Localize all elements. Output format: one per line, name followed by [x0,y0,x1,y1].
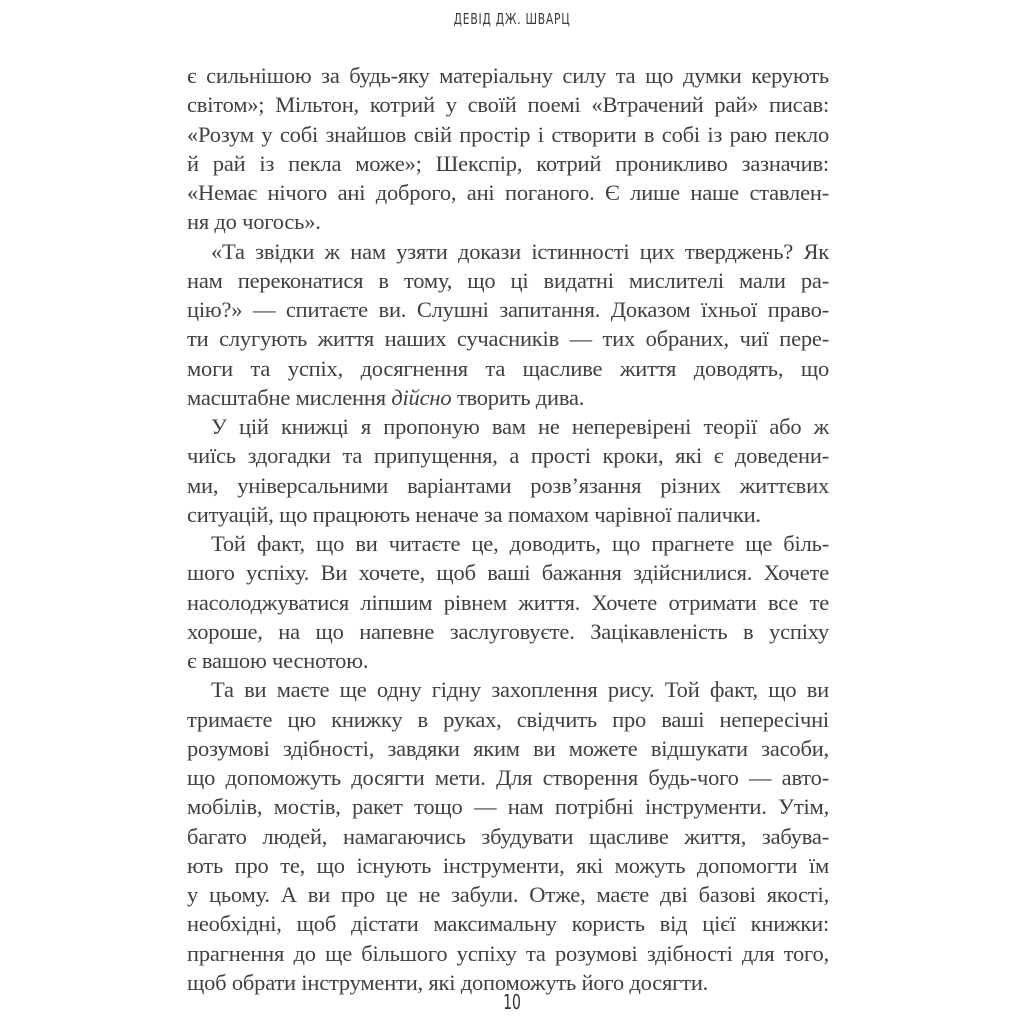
text-line: є вашою чеснотою. [187,648,369,673]
body-text [187,61,829,997]
text-line: ми, універсальними варіантами розв’язання різних життєвих [187,472,829,498]
text-line: щоб обрати інструменти, які допоможуть його досягти. [187,969,709,995]
text-line: є сильнішою за будь-яку матеріальну силу та що думки керують [187,63,829,88]
text-line: У цій книжці я пропоную вам не неперевірені теорії або ж [211,414,829,439]
text-line: цію?» — спитаєте ви. Слушні запитання. Доказом їхньої право- [187,297,829,322]
text-line: «Та звідки ж нам узяти докази істинності цих тверджень? Як [211,238,829,264]
paragraph [187,529,829,675]
text-line: прагнення до ще більшого успіху та розумові здібності для того, [187,940,829,966]
paragraph [187,237,829,413]
text-line: «Розум у собі знайшов свій простір і створити в собі із раю пекло [187,121,829,147]
text-line: багато людей, намагаючись збудувати щасливе життя, забува- [187,823,829,849]
text-line: Та ви маєте ще одну гідну захоплення рису. Той факт, що ви [211,677,829,703]
text-line: розумові здібності, завдяки яким ви можете відшукати засоби, [187,735,829,761]
emphasis: дійсно [391,384,452,410]
text-line: Той факт, що ви читаєте це, доводить, що прагнете ще біль- [211,531,829,556]
text-line: мобілів, мостів, ракет тощо — нам потрібні інструменти. Утім, [187,794,829,820]
text-line: ють про те, що існують інструменти, які можуть допомогти їм [187,852,829,878]
text-line: «Немає нічого ані доброго, ані поганого. Є лише наше ставлен- [187,180,829,205]
text-line: моги та успіх, досягнення та щасливе життя доводять, що [187,355,829,381]
text-line: тримаєте цю книжку в руках, свідчить про ваші непересічні [187,706,829,732]
text-line: необхідні, щоб дістати максимальну користь від цієї книжки: [187,911,829,937]
text-line: що допоможуть досягти мети. Для створення будь-чого — авто- [187,765,829,790]
text-line: світом»; Мільтон, котрий у своїй поемі «Втрачений рай» писав: [187,92,829,118]
page-number: 10 [503,990,521,1014]
paragraph [187,412,829,529]
paragraph [187,61,829,237]
running-head-author: ДЕВІД ДЖ. ШВАРЦ [453,10,571,28]
text-line: ти слугують життя наших сучасників — тих обраних, чиї пере- [187,326,829,352]
text-line: ситуацій, що працюють неначе за помахом чарівної палички. [187,501,761,527]
paragraph [187,675,829,997]
text-line: хороше, на що напевне заслуговуєте. Зацікавленість в успіху [187,618,829,644]
text-line: нам переконатися в тому, що ці видатні мислителі мали ра- [187,267,829,293]
text-line: насолоджуватися ліпшим рівнем життя. Хочете отримати все те [187,589,829,615]
text-line: шого успіху. Ви хочете, щоб ваші бажання здійснилися. Хочете [187,560,829,586]
text-line: масштабне мислення дійсно творить дива. [187,384,585,410]
text-line: чиїсь здогадки та припущення, а прості кроки, які є доведени- [187,443,829,469]
text-line: у цьому. А ви про це не забули. Отже, маєте дві базові якості, [187,882,829,907]
text-line: й рай із пекла може»; Шекспір, котрий проникливо зазначив: [187,150,829,176]
text-line: ня до чогось». [187,209,321,235]
